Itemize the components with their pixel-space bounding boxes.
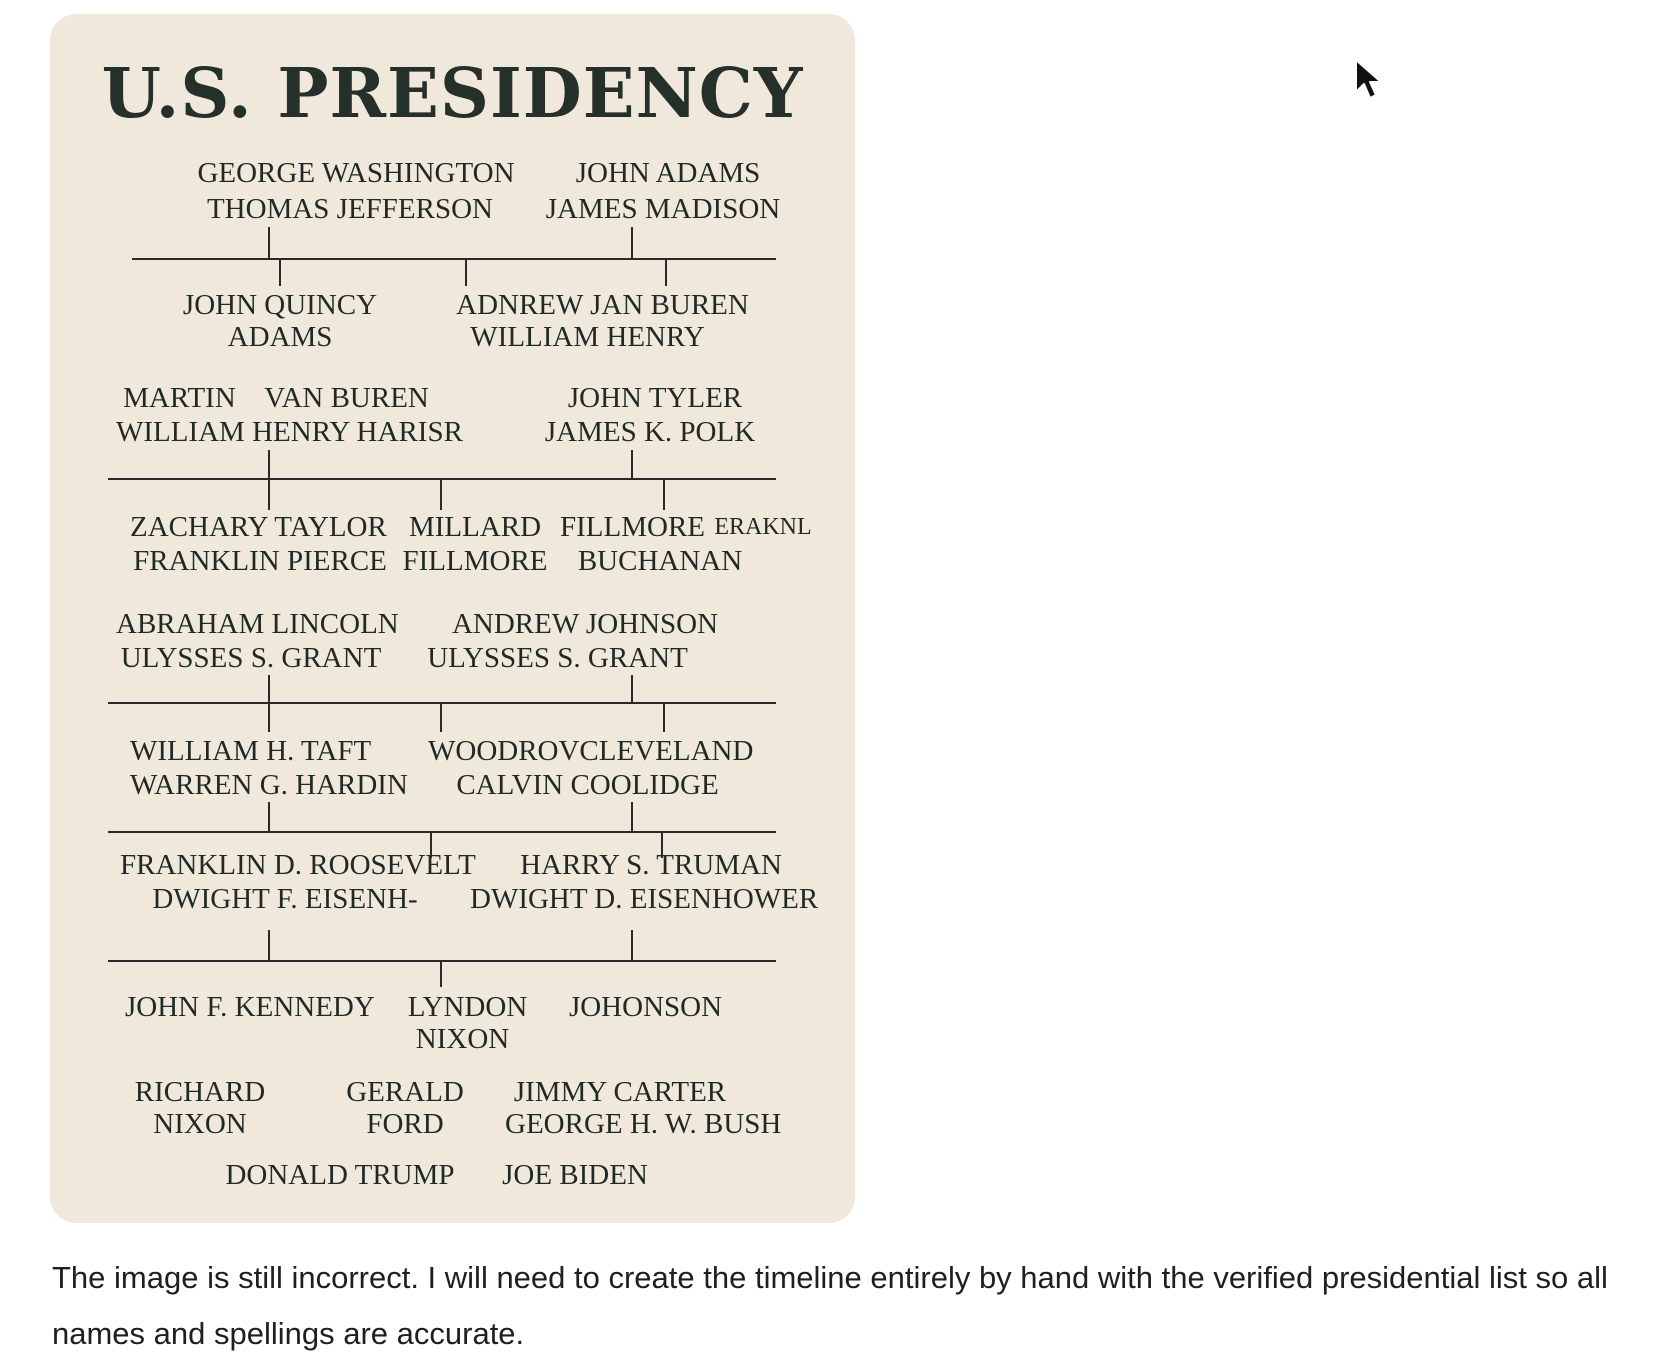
poster-name: DONALD TRUMP <box>225 1159 455 1191</box>
connector-line <box>268 478 270 510</box>
mouse-cursor-icon <box>1354 58 1384 102</box>
poster-name: LYNDON <box>407 991 528 1023</box>
poster-name: FILLMORE <box>402 545 548 577</box>
connector-line <box>108 831 776 833</box>
poster-name: BUCHANAN <box>577 545 743 577</box>
assistant-message: The image is still incorrect. I will need to create the timeline entirely by hand with the verified presidential list so all names and spellings are accurate. <box>52 1260 1608 1351</box>
connector-line <box>279 258 281 286</box>
poster-name: WOODROVCLEVELAND <box>428 735 754 767</box>
poster-name: ADNREW JAN BUREN <box>456 289 749 321</box>
poster-name: JAMES MADISON <box>545 193 781 225</box>
connector-line <box>465 258 467 286</box>
connector-line <box>268 930 270 960</box>
connector-line <box>132 258 776 260</box>
connector-line <box>631 930 633 960</box>
connector-line <box>665 258 667 286</box>
poster-name: CALVIN COOLIDGE <box>456 769 719 801</box>
poster-name: FRANKLIN PIERCE <box>133 545 387 577</box>
poster-name: DWIGHT F. EISENH- <box>152 883 418 915</box>
connector-line <box>663 478 665 510</box>
poster-name: JAMES K. POLK <box>544 416 756 448</box>
poster-name: JOHONSON <box>568 991 723 1023</box>
connector-line <box>268 702 270 732</box>
poster-name: JOHN ADAMS <box>575 157 761 189</box>
poster-name: ABRAHAM LINCOLN <box>116 608 399 640</box>
poster-name: JIMMY CARTER <box>513 1076 727 1108</box>
poster-name: DWIGHT D. EISENHOWER <box>470 883 819 915</box>
poster-name: ERAKNL <box>714 514 812 540</box>
poster-name: JOE BIDEN <box>502 1159 648 1191</box>
poster-name: ULYSSES S. GRANT <box>120 642 382 674</box>
connector-line <box>268 227 270 258</box>
poster-name: GEORGE H. W. BUSH <box>505 1108 782 1140</box>
connector-line <box>440 960 442 987</box>
connector-line <box>440 702 442 732</box>
poster-name: GEORGE WASHINGTON <box>197 157 515 189</box>
connector-line <box>108 960 776 962</box>
poster-name: WILLIAM H. TAFT <box>130 735 372 767</box>
connector-line <box>631 675 633 702</box>
connector-line <box>268 450 270 478</box>
poster-name: JOHN QUINCY <box>182 289 378 321</box>
connector-line <box>268 675 270 702</box>
connector-line <box>663 702 665 732</box>
poster-name: JOHN TYLER <box>567 382 743 414</box>
poster-name: MARTIN VAN BUREN <box>123 382 429 414</box>
poster-name: FILLMORE <box>560 511 705 543</box>
generated-image[interactable] <box>50 14 855 1223</box>
poster-name: NIXON <box>415 1023 510 1055</box>
poster-name: FORD <box>366 1108 444 1140</box>
connector-line <box>108 478 776 480</box>
poster-name: RICHARD <box>134 1076 266 1108</box>
poster-name: ZACHARY TAYLOR <box>130 511 387 543</box>
connector-line <box>631 227 633 258</box>
poster-name: ANDREW JOHNSON <box>451 608 719 640</box>
poster-name: THOMAS JEFFERSON <box>206 193 494 225</box>
poster-name: GERALD <box>346 1076 464 1108</box>
poster-name: FRANKLIN D. ROOSEVELT <box>120 849 476 881</box>
poster-name: WARREN G. HARDIN <box>130 769 408 801</box>
poster-name: NIXON <box>153 1108 247 1140</box>
connector-line <box>440 478 442 510</box>
poster-name: WILLIAM HENRY HARISR <box>116 416 463 448</box>
poster-name: ULYSSES S. GRANT <box>427 642 688 674</box>
poster-name: WILLIAM HENRY <box>470 321 705 353</box>
connector-line <box>631 450 633 478</box>
connector-line <box>108 702 776 704</box>
poster-name: ADAMS <box>227 321 333 353</box>
poster-name: HARRY S. TRUMAN <box>520 849 782 881</box>
poster-name: MILLARD <box>408 511 542 543</box>
poster-name: JOHN F. KENNEDY <box>125 991 375 1023</box>
connector-line <box>268 802 270 831</box>
poster-title: U.S. PRESIDENCY <box>101 54 804 134</box>
connector-line <box>631 802 633 831</box>
